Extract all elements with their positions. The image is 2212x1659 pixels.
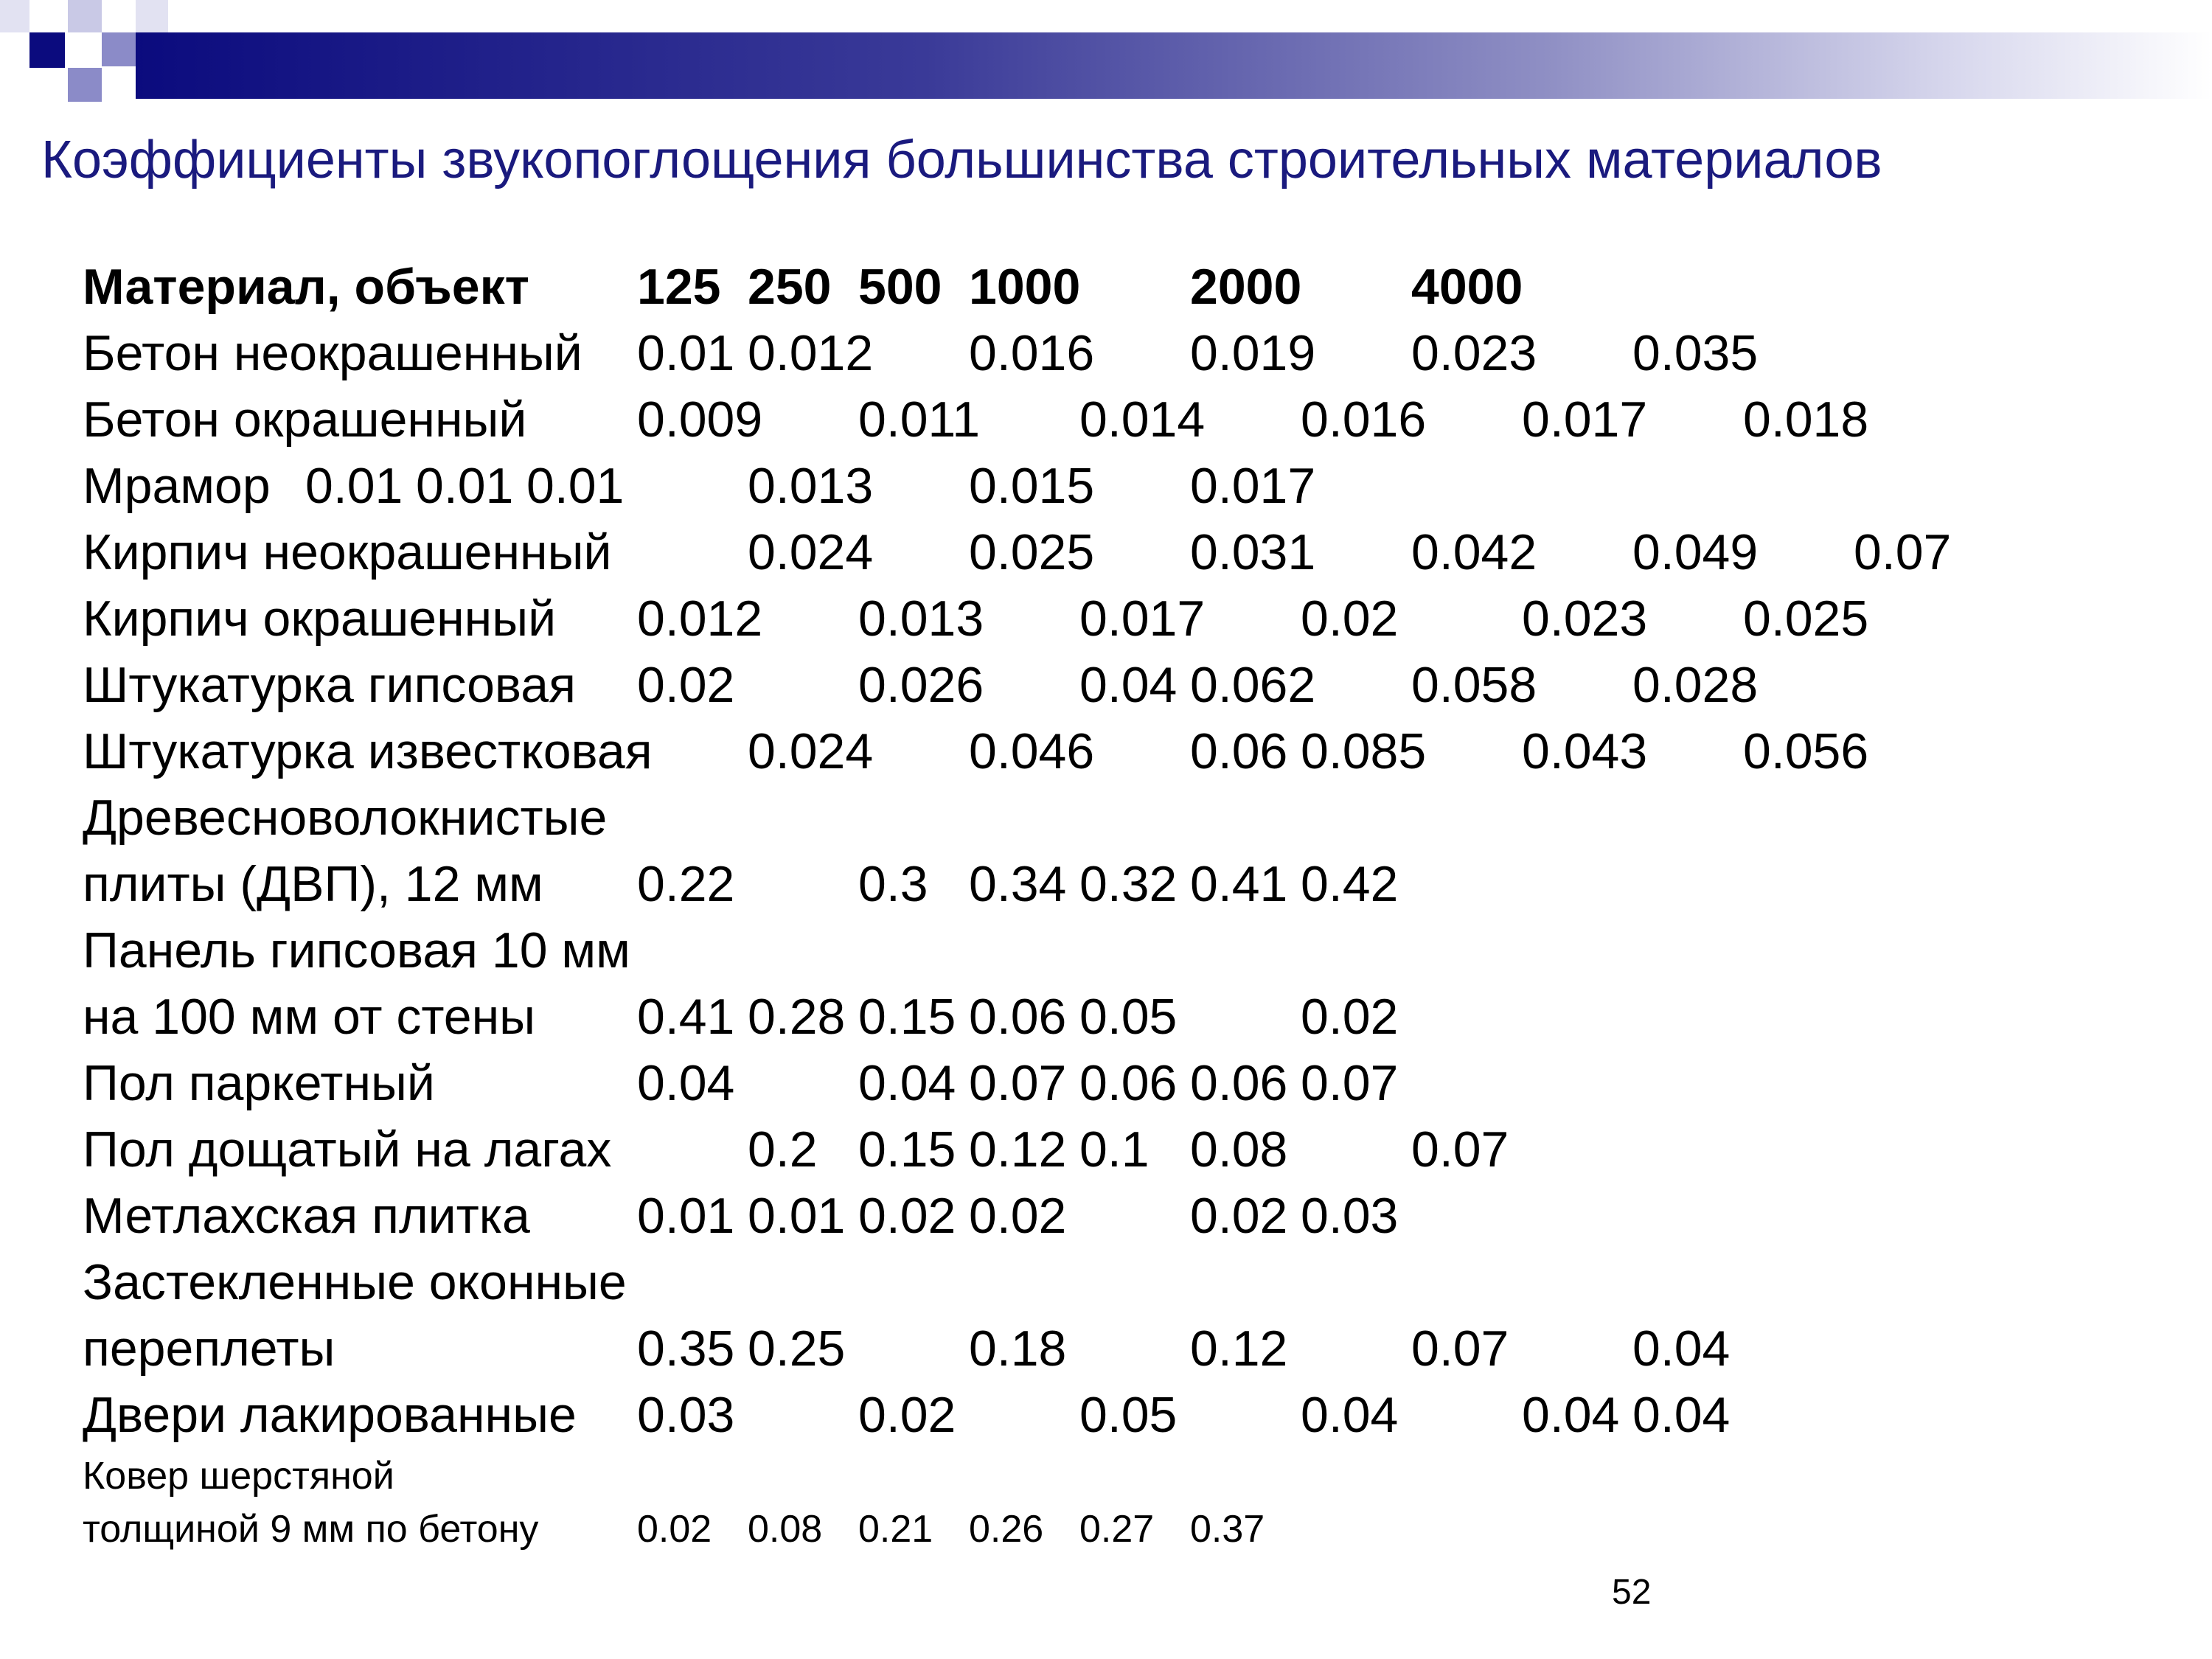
value-cell: 0.014 [1079,392,1206,448]
material-name: переплеты [83,1321,335,1377]
value-cell: 0.049 [1632,524,1759,580]
value-cell: 0.26 [969,1508,1044,1551]
material-name-line1: Древесноволокнистые [83,790,608,846]
value-cell: 0.15 [858,989,956,1045]
value-cell: 0.009 [637,392,763,448]
value-cell: 0.12 [969,1121,1067,1178]
material-name: Кирпич неокрашенный [83,524,612,580]
material-name: Штукатурка гипсовая [83,657,576,713]
value-cell: 0.03 [1301,1188,1399,1244]
value-cell: 0.012 [637,591,763,647]
value-cell: 0.22 [637,856,735,912]
value-cell: 0.02 [1190,1188,1288,1244]
page-number: 52 [1612,1573,1652,1612]
value-cell: 0.02 [969,1188,1067,1244]
value-cell: 0.017 [1190,458,1316,514]
value-cell: 0.35 [637,1321,735,1377]
value-cell: 0.04 [858,1055,956,1111]
value-cell: 0.017 [1079,591,1206,647]
value-cell: 0.07 [1411,1321,1509,1377]
value-cell: 0.2 [748,1121,818,1178]
value-cell: 0.41 [1190,856,1288,912]
decor-square [136,0,168,32]
value-cell: 0.04 [1301,1387,1399,1443]
material-name: толщиной 9 мм по бетону [83,1508,539,1551]
value-cell: 0.08 [1190,1121,1288,1178]
value-cell: 0.21 [858,1508,933,1551]
value-cell: 0.019 [1190,325,1316,381]
value-cell: 0.02 [637,657,735,713]
header-band [136,32,2212,99]
material-name: Пол паркетный [83,1055,435,1111]
value-cell: 0.06 [1079,1055,1178,1111]
material-name: на 100 мм от стены [83,989,535,1045]
value-cell: 0.028 [1632,657,1759,713]
value-cell: 0.024 [748,723,874,779]
value-cell: 0.02 [858,1387,956,1443]
value-cell: 0.25 [748,1321,846,1377]
value-cell: 0.27 [1079,1508,1155,1551]
header-1000: 1000 [969,259,1081,315]
value-cell: 0.015 [969,458,1095,514]
material-name: Кирпич окрашенный [83,591,557,647]
slide-title: Коэффициенты звукопоглощения большинства строительных материалов [41,131,1882,189]
value-cell: 0.042 [1411,524,1537,580]
material-name: Штукатурка известковая [83,723,653,779]
value-cell: 0.04 [637,1055,735,1111]
value-cell: 0.3 [858,856,928,912]
value-cell: 0.06 [1190,1055,1288,1111]
value-cell: 0.023 [1411,325,1537,381]
value-cell: 0.18 [969,1321,1067,1377]
value-cell: 0.07 [1854,524,1952,580]
value-cell: 0.02 [1301,989,1399,1045]
value-cell: 0.01 [637,325,735,381]
value-cell: 0.07 [1301,1055,1399,1111]
value-cell: 0.32 [1079,856,1178,912]
value-cell: 0.01 [305,458,403,514]
material-name: плиты (ДВП), 12 мм [83,856,543,912]
value-cell: 0.06 [1190,723,1288,779]
header-500: 500 [858,259,942,315]
decor-square [29,32,65,68]
value-cell: 0.02 [1301,591,1399,647]
value-cell: 0.02 [858,1188,956,1244]
value-cell: 0.013 [748,458,874,514]
value-cell: 0.026 [858,657,984,713]
value-cell: 0.37 [1190,1508,1265,1551]
value-cell: 0.035 [1632,325,1759,381]
value-cell: 0.07 [969,1055,1067,1111]
value-cell: 0.018 [1743,392,1869,448]
material-name: Пол дощатый на лагах [83,1121,612,1178]
value-cell: 0.05 [1079,989,1178,1045]
value-cell: 0.42 [1301,856,1399,912]
value-cell: 0.01 [748,1188,846,1244]
value-cell: 0.043 [1522,723,1648,779]
value-cell: 0.056 [1743,723,1869,779]
value-cell: 0.04 [1632,1387,1731,1443]
value-cell: 0.04 [1632,1321,1731,1377]
value-cell: 0.08 [748,1508,823,1551]
value-cell: 0.01 [637,1188,735,1244]
value-cell: 0.05 [1079,1387,1178,1443]
value-cell: 0.016 [1301,392,1427,448]
decor-square [0,0,29,32]
value-cell: 0.01 [526,458,625,514]
value-cell: 0.15 [858,1121,956,1178]
value-cell: 0.058 [1411,657,1537,713]
value-cell: 0.062 [1190,657,1316,713]
decor-square [68,0,102,32]
material-name: Бетон окрашенный [83,392,527,448]
value-cell: 0.016 [969,325,1095,381]
material-name: Метлахская плитка [83,1188,530,1244]
value-cell: 0.41 [637,989,735,1045]
value-cell: 0.34 [969,856,1067,912]
value-cell: 0.06 [969,989,1067,1045]
value-cell: 0.04 [1522,1387,1620,1443]
value-cell: 0.025 [1743,591,1869,647]
value-cell: 0.012 [748,325,874,381]
header-250: 250 [748,259,832,315]
value-cell: 0.04 [1079,657,1178,713]
header-4000: 4000 [1411,259,1523,315]
decor-square [102,32,136,66]
value-cell: 0.03 [637,1387,735,1443]
header-2000: 2000 [1190,259,1302,315]
material-name: Мрамор [83,458,271,514]
material-name: Бетон неокрашенный [83,325,582,381]
header-material: Материал, объект [83,259,529,315]
value-cell: 0.1 [1079,1121,1150,1178]
value-cell: 0.025 [969,524,1095,580]
value-cell: 0.01 [416,458,514,514]
material-name: Двери лакированные [83,1387,577,1443]
value-cell: 0.12 [1190,1321,1288,1377]
value-cell: 0.017 [1522,392,1648,448]
material-name-line1: Застекленные оконные [83,1254,627,1310]
material-name-line1: Панель гипсовая 10 мм [83,922,630,978]
value-cell: 0.031 [1190,524,1316,580]
value-cell: 0.046 [969,723,1095,779]
value-cell: 0.023 [1522,591,1648,647]
decor-square [68,68,102,102]
material-name-line1: Ковер шерстяной [83,1455,394,1498]
value-cell: 0.28 [748,989,846,1045]
header-125: 125 [637,259,721,315]
value-cell: 0.02 [637,1508,712,1551]
value-cell: 0.085 [1301,723,1427,779]
value-cell: 0.024 [748,524,874,580]
value-cell: 0.011 [858,392,981,448]
value-cell: 0.07 [1411,1121,1509,1178]
value-cell: 0.013 [858,591,984,647]
